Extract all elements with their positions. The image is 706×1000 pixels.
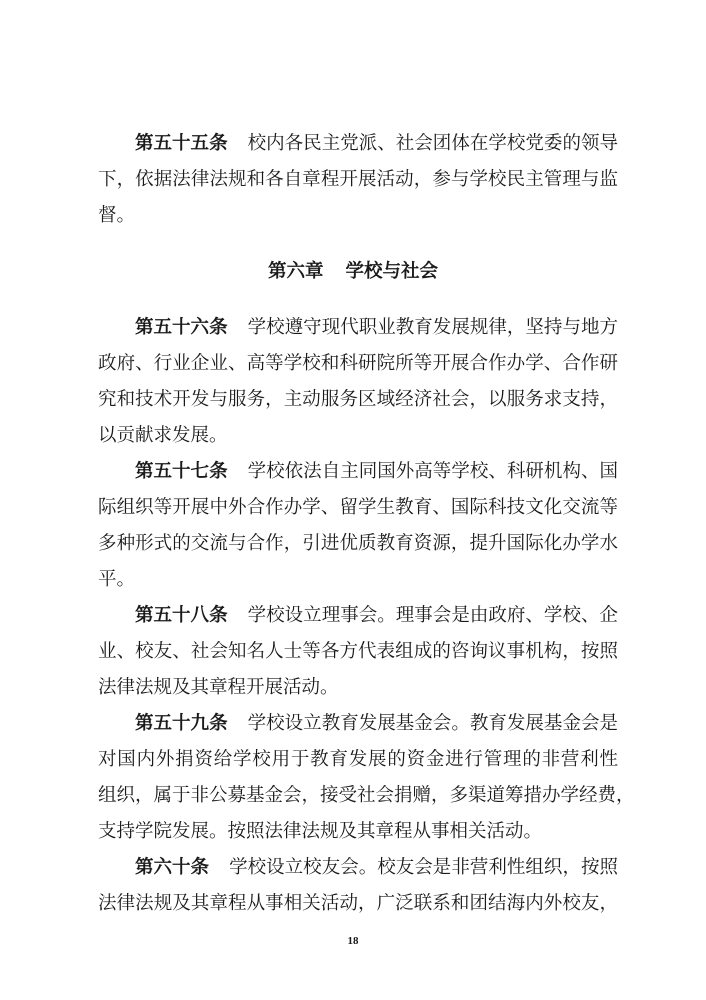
chapter-number: 第六章 xyxy=(267,261,324,282)
article-58-line: 业、校友、社会知名人士等各方代表组成的咨询议事机构，按照 xyxy=(98,641,618,662)
article-55-first-line xyxy=(135,128,618,160)
article-56-text: 学校遵守现代职业教育发展规律，坚持与地方 xyxy=(247,317,618,338)
article-56-line: 究和技术开发与服务，主动服务区域经济社会，以服务求支持， xyxy=(98,389,618,410)
article-57-line: 平。 xyxy=(98,569,136,590)
article-55-line: 下，依据法律法规和各自章程开展活动，参与学校民主管理与监 xyxy=(98,169,618,190)
article-59-line: 支持学院发展。按照法律法规及其章程从事相关活动。 xyxy=(98,821,543,842)
article-56-number: 第五十六条 xyxy=(135,317,228,338)
article-57-line: 际组织等开展中外合作办学、留学生教育、国际科技文化交流等 xyxy=(98,497,618,518)
article-59-line: 组织，属于非公募基金会，接受社会捐赠，多渠道筹措办学经费， xyxy=(98,785,635,806)
article-58-text: 学校设立理事会。理事会是由政府、学校、企 xyxy=(247,605,618,626)
article-58-line: 法律法规及其章程开展活动。 xyxy=(98,677,339,698)
page-number: 18 xyxy=(347,935,359,947)
article-57-text: 学校依法自主同国外高等学校、科研机构、国 xyxy=(247,461,618,482)
article-60-first-line xyxy=(135,852,618,884)
article-57-first-line xyxy=(135,456,618,488)
article-59-text: 学校设立教育发展基金会。教育发展基金会是 xyxy=(247,713,618,734)
article-55-number: 第五十五条 xyxy=(135,133,228,154)
article-59-first-line xyxy=(135,708,618,740)
article-59-line: 对国内外捐资给学校用于教育发展的资金进行管理的非营利性 xyxy=(98,749,618,770)
article-58-number: 第五十八条 xyxy=(135,605,228,626)
article-55-text: 校内各民主党派、社会团体在学校党委的领导 xyxy=(247,133,618,154)
article-59-number: 第五十九条 xyxy=(135,713,228,734)
article-60-line: 法律法规及其章程从事相关活动，广泛联系和团结海内外校友， xyxy=(98,893,618,914)
article-56-line: 政府、行业企业、高等学校和科研院所等开展合作办学、合作研 xyxy=(98,353,618,374)
article-57-line: 多种形式的交流与合作，引进优质教育资源，提升国际化办学水 xyxy=(98,533,618,554)
article-56-line: 以贡献求发展。 xyxy=(98,425,228,446)
article-56-first-line xyxy=(135,312,618,344)
chapter-title: 学校与社会 xyxy=(345,261,439,282)
article-55-line: 督。 xyxy=(98,205,136,226)
article-60-number: 第六十条 xyxy=(135,857,210,878)
article-57-number: 第五十七条 xyxy=(135,461,228,482)
chapter-heading xyxy=(0,256,706,288)
article-58-first-line xyxy=(135,600,618,632)
article-60-text: 学校设立校友会。校友会是非营利性组织，按照 xyxy=(229,857,618,878)
